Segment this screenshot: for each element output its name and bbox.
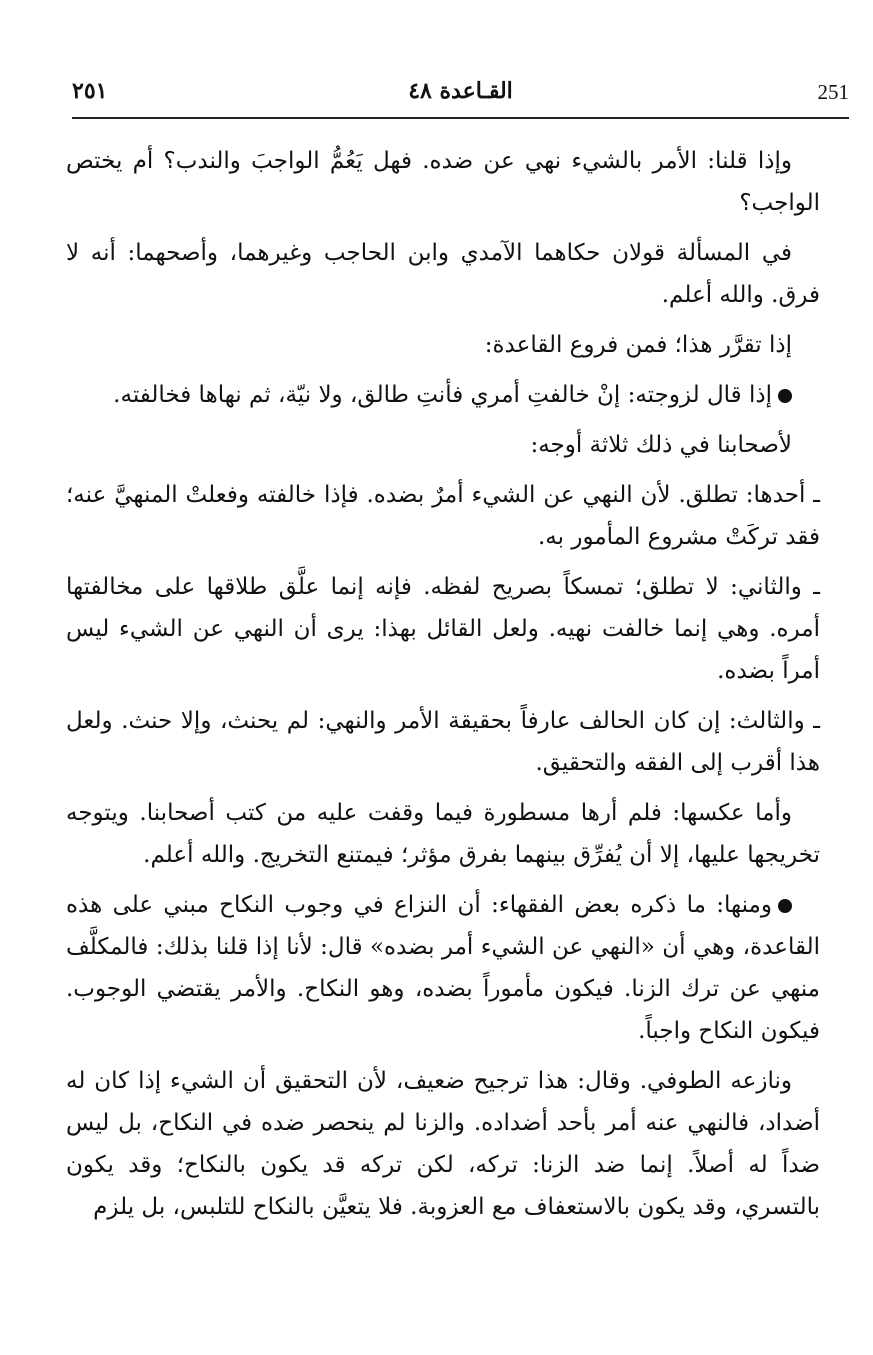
bullet-text: إذا قال لزوجته: إنْ خالفتِ أمري فأنتِ طالق، ولا نيّة، ثم نهاها فخالفته. xyxy=(113,382,772,408)
bullet-paragraph xyxy=(66,374,820,416)
paragraph: وأما عكسها: فلم أرها مسطورة فيما وقفت عليه من كتب أصحابنا. ويتوجه تخريجها عليها، إلا أن يُفرِّق بينهما بفرق مؤثر؛ فيمتنع التخريج. والله أعلم. xyxy=(66,800,820,868)
paragraph: ونازعه الطوفي. وقال: هذا ترجيح ضعيف، لأن التحقيق أن الشيء إذا كان له أضداد، فالنهي عنه أمر بأحد أضداده. والزنا لم ينحصر ضده في النكاح، بل ليس ضداً له أصلاً. إنما ضد الزنا: تركه، لكن تركه قد يكون بالنكاح؛ وقد يكون بالتسري، وقد يكون بالاستعفاف مع العزوبة. فلا يتعيَّن بالنكاح للتلبس، بل يلزم xyxy=(66,1068,820,1220)
chapter-title: القـاعدة ٤٨ xyxy=(408,78,513,104)
paragraph: إذا تقرَّر هذا؛ فمن فروع القاعدة: xyxy=(484,332,792,358)
page-number-latin: 251 xyxy=(817,80,849,104)
bullet-paragraph xyxy=(66,884,820,1052)
paragraph: ـ والثاني: لا تطلق؛ تمسكاً بصريح لفظه. فإنه إنما علَّق طلاقها على مخالفتها أمره. وهي إنما خالفت نهيه. ولعل القائل بهذا: يرى أن النهي عن الشيء ليس أمراً بضده. xyxy=(66,574,820,684)
paragraph: ـ والثالث: إن كان الحالف عارفاً بحقيقة الأمر والنهي: لم يحنث، وإلا حنث. ولعل هذا أقرب إلى الفقه والتحقيق. xyxy=(66,708,820,776)
page-number-arabic: ٢٥١ xyxy=(72,78,108,104)
paragraph: لأصحابنا في ذلك ثلاثة أوجه: xyxy=(530,432,792,458)
page-body xyxy=(66,140,820,1236)
paragraph: وإذا قلنا: الأمر بالشيء نهي عن ضده. فهل يَعُمُّ الواجبَ والندب؟ أم يختص الواجب؟ xyxy=(66,148,820,216)
bullet-icon xyxy=(778,899,792,913)
header-divider xyxy=(72,117,849,119)
page-header xyxy=(72,78,849,114)
bullet-icon xyxy=(778,389,792,403)
bullet-text: ومنها: ما ذكره بعض الفقهاء: أن النزاع في وجوب النكاح مبني على هذه القاعدة، وهي أن «النهي عن الشيء أمر بضده» قال: لأنا إذا قلنا بذلك: فالمكلَّف منهي عن ترك الزنا. فيكون مأموراً بضده، وهو النكاح. والأمر يقتضي الوجوب. فيكون النكاح واجباً. xyxy=(66,892,820,1044)
paragraph: ـ أحدها: تطلق. لأن النهي عن الشيء أمرٌ بضده. فإذا خالفته وفعلتْ المنهيَّ عنه؛ فقد تركَتْ مشروع المأمور به. xyxy=(66,482,820,550)
paragraph: في المسألة قولان حكاهما الآمدي وابن الحاجب وغيرهما، وأصحهما: أنه لا فرق. والله أعلم. xyxy=(66,240,820,308)
